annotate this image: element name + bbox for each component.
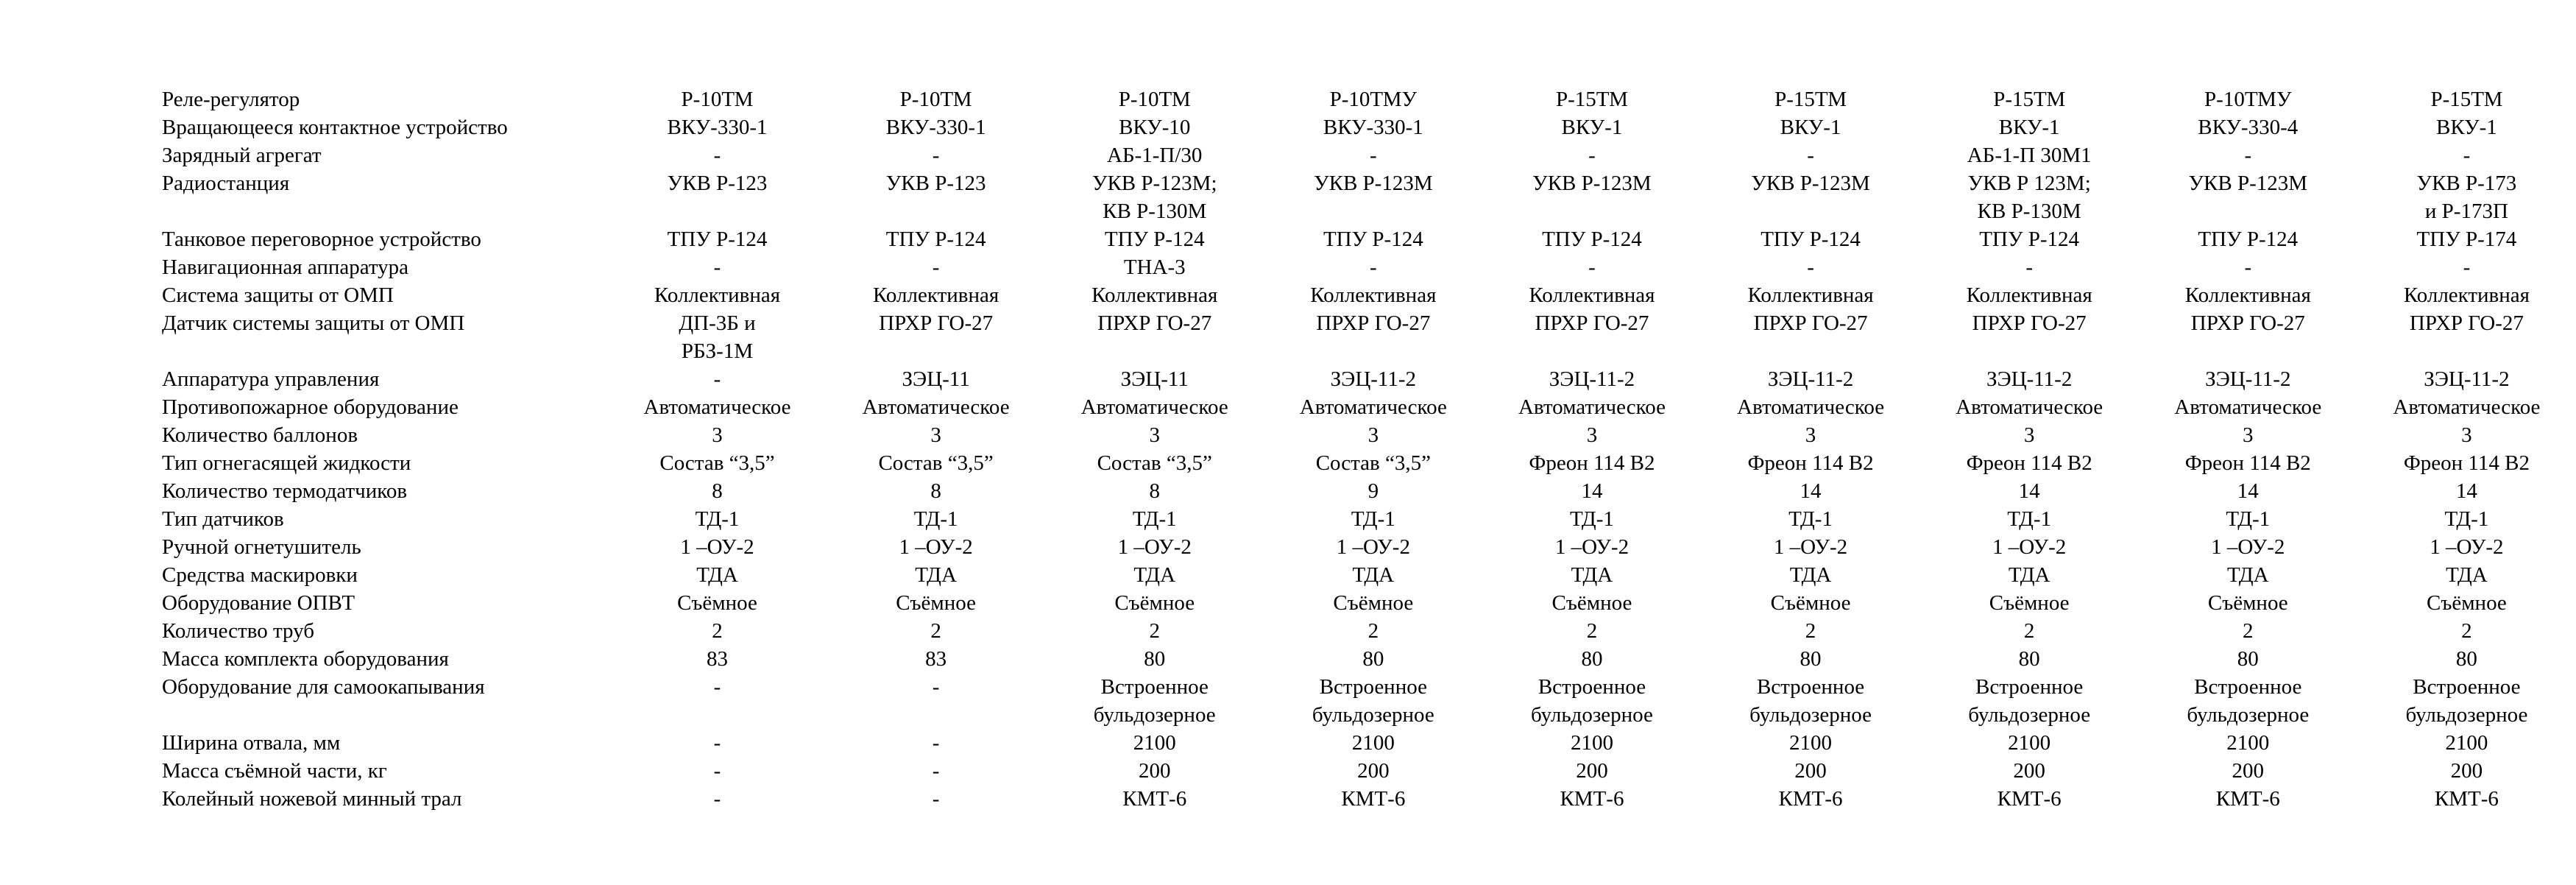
table-cell: 1 –ОУ-2 <box>2430 535 2504 559</box>
table-row <box>162 309 2576 365</box>
table-cell: - <box>713 144 721 167</box>
table-cell: 2 <box>1149 619 1160 643</box>
table-cell: УКВ Р-123М; КВ Р-130М <box>1091 172 1217 223</box>
table-cell: Встроенное бульдозерное <box>2187 675 2310 727</box>
table-cell: ЗЭЦ-11-2 <box>1767 367 1854 391</box>
table-row <box>162 589 2576 617</box>
specifications-table <box>162 85 2576 813</box>
table-cell: - <box>2463 255 2471 279</box>
table-cell: Съёмное <box>896 591 977 615</box>
table-cell: КМТ-6 <box>2215 787 2280 811</box>
table-cell: КМТ-6 <box>1997 787 2062 811</box>
table-cell: 3 <box>1586 423 1598 447</box>
table-row <box>162 505 2576 533</box>
table-cell: КМТ-6 <box>1341 787 1406 811</box>
table-cell: ВКУ-330-1 <box>1323 116 1423 139</box>
table-cell: 2100 <box>1789 731 1833 755</box>
table-row <box>162 85 2576 113</box>
row-label: Оборудование ОПВТ <box>162 591 355 615</box>
table-cell: ВКУ-1 <box>1780 116 1841 139</box>
table-cell: Р-10ТМ <box>1118 88 1191 111</box>
table-row <box>162 225 2576 253</box>
row-label: Масса съёмной части, кг <box>162 759 387 783</box>
table-cell: ТПУ Р-124 <box>667 228 768 251</box>
table-cell: 3 <box>2243 423 2254 447</box>
table-cell: ТПУ Р-124 <box>2198 228 2299 251</box>
row-label: Ручной огнетушитель <box>162 535 361 559</box>
table-cell: ЗЭЦ-11-2 <box>1549 367 1635 391</box>
table-cell: ТДА <box>2008 563 2050 587</box>
table-cell: 14 <box>2018 479 2040 503</box>
table-cell: Съёмное <box>1551 591 1632 615</box>
table-cell: - <box>2244 255 2252 279</box>
table-cell: 2 <box>2461 619 2472 643</box>
table-cell: 14 <box>2455 479 2477 503</box>
table-cell: УКВ Р-123М <box>1314 172 1433 195</box>
table-cell: 1 –ОУ-2 <box>899 535 973 559</box>
table-cell: ТД-1 <box>913 507 958 531</box>
table-cell: Автоматическое <box>1299 395 1447 419</box>
table-cell: ПРХР ГО-27 <box>879 311 994 335</box>
table-cell: - <box>1807 144 1814 167</box>
table-cell: 2 <box>2243 619 2254 643</box>
table-cell: ПРХР ГО-27 <box>1972 311 2087 335</box>
table-cell: 2 <box>1805 619 1816 643</box>
table-cell: УКВ Р-123 <box>885 172 986 195</box>
table-cell: - <box>713 675 721 699</box>
table-cell: 1 –ОУ-2 <box>1992 535 2067 559</box>
table-cell: - <box>1370 144 1377 167</box>
table-cell: ТДА <box>1789 563 1832 587</box>
table-cell: 2100 <box>1133 731 1176 755</box>
table-cell: КМТ-6 <box>2434 787 2499 811</box>
table-cell: Р-10ТМ <box>899 88 972 111</box>
table-cell: Съёмное <box>1989 591 2070 615</box>
table-row <box>162 281 2576 309</box>
table-cell: ПРХР ГО-27 <box>1097 311 1212 335</box>
row-label: Вращающееся контактное устройство <box>162 116 508 139</box>
table-cell: 8 <box>930 479 941 503</box>
row-label: Оборудование для самоокапывания <box>162 675 485 699</box>
table-cell: ЗЭЦ-11-2 <box>2205 367 2291 391</box>
table-cell: ТДА <box>1571 563 1613 587</box>
row-label: Навигационная аппаратура <box>162 255 409 279</box>
row-label: Зарядный агрегат <box>162 144 322 167</box>
table-row <box>162 617 2576 645</box>
row-label: Радиостанция <box>162 172 290 195</box>
table-cell: 3 <box>1149 423 1160 447</box>
table-cell: 83 <box>707 647 728 671</box>
table-cell: ТД-1 <box>1788 507 1833 531</box>
table-cell: 3 <box>2461 423 2472 447</box>
table-cell: ТД-1 <box>2444 507 2489 531</box>
table-row <box>162 757 2576 785</box>
table-cell: - <box>2463 144 2471 167</box>
table-row <box>162 729 2576 757</box>
table-cell: Коллективная <box>1091 283 1218 307</box>
table-cell: - <box>713 787 721 811</box>
table-cell: Автоматическое <box>1956 395 2103 419</box>
table-cell: Р-10ТМУ <box>1329 88 1418 111</box>
table-cell: 2 <box>930 619 941 643</box>
row-label: Колейный ножевой минный трал <box>162 787 462 811</box>
table-cell: Фреон 114 В2 <box>1966 451 2092 475</box>
table-cell: 8 <box>1149 479 1160 503</box>
table-cell: ПРХР ГО-27 <box>1316 311 1431 335</box>
table-cell: ТД-1 <box>1132 507 1177 531</box>
row-label: Масса комплекта оборудования <box>162 647 449 671</box>
table-cell: ДП-3Б и РБЗ-1М <box>679 311 756 363</box>
table-cell: 80 <box>1581 647 1603 671</box>
table-cell: - <box>1588 255 1596 279</box>
table-cell: ПРХР ГО-27 <box>1535 311 1649 335</box>
table-cell: Коллективная <box>2184 283 2311 307</box>
table-cell: Автоматическое <box>1080 395 1228 419</box>
table-cell: ЗЭЦ-11 <box>1120 367 1189 391</box>
table-cell: УКВ Р-173 и Р-173П <box>2416 172 2517 223</box>
table-cell: - <box>932 731 940 755</box>
table-cell: ТНА-3 <box>1123 255 1186 279</box>
table-cell: 80 <box>2018 647 2040 671</box>
table-cell: 2 <box>2023 619 2035 643</box>
table-row <box>162 561 2576 589</box>
table-cell: Фреон 114 В2 <box>1747 451 1874 475</box>
table-cell: ТДА <box>696 563 738 587</box>
table-cell: 8 <box>712 479 723 503</box>
table-cell: 80 <box>2237 647 2259 671</box>
table-cell: Встроенное бульдозерное <box>2405 675 2528 727</box>
row-label: Датчик системы защиты от ОМП <box>162 311 465 335</box>
table-cell: Автоматическое <box>2174 395 2322 419</box>
table-cell: ВКУ-330-1 <box>667 116 768 139</box>
table-cell: ВКУ-330-1 <box>885 116 986 139</box>
table-cell: Коллективная <box>1529 283 1655 307</box>
table-cell: 2100 <box>1351 731 1395 755</box>
table-cell: 2 <box>712 619 723 643</box>
table-row <box>162 365 2576 393</box>
table-cell: ПРХР ГО-27 <box>1753 311 1868 335</box>
table-cell: ТДА <box>1133 563 1176 587</box>
table-cell: 200 <box>2450 759 2483 783</box>
table-cell: АБ-1-П/30 <box>1107 144 1203 167</box>
table-cell: 1 –ОУ-2 <box>680 535 754 559</box>
row-label: Тип датчиков <box>162 507 284 531</box>
table-cell: ТДА <box>2226 563 2269 587</box>
table-cell: - <box>1588 144 1596 167</box>
table-cell: ТПУ Р-124 <box>1761 228 1861 251</box>
table-cell: - <box>713 731 721 755</box>
table-cell: Состав “3,5” <box>659 451 775 475</box>
table-cell: - <box>2025 255 2033 279</box>
table-cell: 2 <box>1586 619 1598 643</box>
table-cell: ПРХР ГО-27 <box>2190 311 2305 335</box>
table-cell: Р-10ТМ <box>681 88 754 111</box>
table-cell: Фреон 114 В2 <box>1529 451 1655 475</box>
table-cell: 2100 <box>2445 731 2488 755</box>
table-row <box>162 169 2576 225</box>
table-cell: Съёмное <box>1333 591 1414 615</box>
table-cell: Коллективная <box>2403 283 2530 307</box>
table-cell: 200 <box>1794 759 1827 783</box>
table-cell: 200 <box>1576 759 1608 783</box>
table-cell: 2 <box>1367 619 1379 643</box>
table-cell: ВКУ-1 <box>1998 116 2060 139</box>
table-cell: 200 <box>1357 759 1390 783</box>
table-cell: 3 <box>712 423 723 447</box>
row-label: Количество термодатчиков <box>162 479 408 503</box>
table-cell: ТД-1 <box>2226 507 2271 531</box>
table-cell: ТД-1 <box>695 507 740 531</box>
table-cell: Р-15ТМ <box>2430 88 2503 111</box>
table-cell: - <box>1370 255 1377 279</box>
table-cell: 80 <box>2455 647 2477 671</box>
table-cell: ВКУ-330-4 <box>2198 116 2299 139</box>
table-cell: Р-10ТМУ <box>2204 88 2292 111</box>
table-cell: Автоматическое <box>2393 395 2541 419</box>
table-cell: 200 <box>2232 759 2265 783</box>
table-cell: - <box>713 367 721 391</box>
table-cell: АБ-1-П 30М1 <box>1967 144 2092 167</box>
table-cell: Коллективная <box>1310 283 1437 307</box>
table-cell: ПРХР ГО-27 <box>2409 311 2524 335</box>
table-cell: ВКУ-1 <box>1561 116 1623 139</box>
table-cell: 2100 <box>2008 731 2051 755</box>
table-cell: - <box>713 255 721 279</box>
table-cell: ТПУ Р-124 <box>885 228 986 251</box>
table-cell: ЗЭЦ-11-2 <box>1330 367 1417 391</box>
table-cell: Состав “3,5” <box>878 451 994 475</box>
table-cell: ТПУ Р-124 <box>1104 228 1205 251</box>
table-cell: ТДА <box>915 563 957 587</box>
table-cell: Автоматическое <box>1737 395 1885 419</box>
table-cell: Р-15ТМ <box>1555 88 1628 111</box>
table-cell: Коллективная <box>1747 283 1874 307</box>
table-cell: Коллективная <box>654 283 781 307</box>
table-cell: 3 <box>2023 423 2035 447</box>
table-cell: - <box>932 675 940 699</box>
table-cell: - <box>932 144 940 167</box>
table-cell: Автоматическое <box>862 395 1010 419</box>
table-row <box>162 449 2576 477</box>
table-cell: Р-15ТМ <box>1993 88 2066 111</box>
table-row <box>162 785 2576 813</box>
table-cell: Коллективная <box>1966 283 2092 307</box>
table-cell: - <box>713 759 721 783</box>
table-cell: ЗЭЦ-11-2 <box>1986 367 2073 391</box>
table-cell: 2100 <box>1570 731 1613 755</box>
table-cell: ТДА <box>1352 563 1395 587</box>
table-cell: Коллективная <box>873 283 999 307</box>
table-cell: Съёмное <box>677 591 757 615</box>
table-cell: - <box>932 759 940 783</box>
table-cell: 3 <box>1805 423 1816 447</box>
row-label: Аппаратура управления <box>162 367 380 391</box>
table-row <box>162 141 2576 169</box>
table-cell: ТДА <box>2446 563 2488 587</box>
table-cell: 3 <box>930 423 941 447</box>
table-cell: КМТ-6 <box>1122 787 1187 811</box>
table-cell: 83 <box>925 647 947 671</box>
row-label: Средства маскировки <box>162 563 358 587</box>
row-label: Количество баллонов <box>162 423 358 447</box>
table-cell: ТД-1 <box>1351 507 1395 531</box>
table-cell: ЗЭЦ-11-2 <box>2424 367 2510 391</box>
table-cell: Состав “3,5” <box>1315 451 1431 475</box>
table-row <box>162 645 2576 673</box>
table-row <box>162 477 2576 505</box>
table-cell: УКВ Р-123М <box>1751 172 1870 195</box>
table-cell: УКВ Р-123М <box>2188 172 2308 195</box>
table-row <box>162 253 2576 281</box>
table-cell: Состав “3,5” <box>1097 451 1212 475</box>
table-cell: 80 <box>1800 647 1822 671</box>
table-cell: 2100 <box>2226 731 2270 755</box>
table-cell: Съёмное <box>2207 591 2288 615</box>
table-row <box>162 393 2576 421</box>
table-cell: ВКУ-10 <box>1119 116 1191 139</box>
table-cell: 14 <box>1581 479 1603 503</box>
row-label: Ширина отвала, мм <box>162 731 341 755</box>
table-cell: ЗЭЦ-11 <box>902 367 970 391</box>
table-cell: 80 <box>1144 647 1166 671</box>
specifications-table-body <box>162 85 2576 813</box>
table-cell: Встроенное бульдозерное <box>1968 675 2091 727</box>
table-cell: ТПУ Р-124 <box>1979 228 2080 251</box>
table-cell: 9 <box>1367 479 1379 503</box>
table-cell: 1 –ОУ-2 <box>2211 535 2285 559</box>
table-cell: УКВ Р-123 <box>667 172 768 195</box>
table-cell: Съёмное <box>2427 591 2507 615</box>
table-cell: - <box>2244 144 2252 167</box>
table-cell: 1 –ОУ-2 <box>1336 535 1410 559</box>
table-cell: УКВ Р-123М <box>1532 172 1652 195</box>
table-cell: - <box>1807 255 1814 279</box>
table-cell: 1 –ОУ-2 <box>1554 535 1630 559</box>
table-cell: 14 <box>1800 479 1822 503</box>
row-label: Танковое переговорное устройство <box>162 228 481 251</box>
row-label: Количество труб <box>162 619 314 643</box>
table-cell: 1 –ОУ-2 <box>1117 535 1192 559</box>
table-cell: Съёмное <box>1770 591 1851 615</box>
table-cell: - <box>932 255 940 279</box>
table-cell: Встроенное бульдозерное <box>1530 675 1653 727</box>
table-cell: Фреон 114 В2 <box>2184 451 2311 475</box>
row-label: Реле-регулятор <box>162 88 300 111</box>
row-label: Система защиты от ОМП <box>162 283 394 307</box>
table-cell: Встроенное бульдозерное <box>1312 675 1434 727</box>
row-label: Противопожарное оборудование <box>162 395 459 419</box>
table-row <box>162 533 2576 561</box>
table-cell: 200 <box>1138 759 1171 783</box>
table-row <box>162 421 2576 449</box>
table-cell: КМТ-6 <box>1778 787 1843 811</box>
table-cell: ТД-1 <box>2007 507 2052 531</box>
table-cell: 3 <box>1367 423 1379 447</box>
table-cell: Р-15ТМ <box>1774 88 1847 111</box>
table-cell: Автоматическое <box>1518 395 1666 419</box>
table-row <box>162 113 2576 141</box>
table-cell: Автоматическое <box>643 395 791 419</box>
table-cell: 1 –ОУ-2 <box>1773 535 1848 559</box>
table-cell: ТД-1 <box>1570 507 1614 531</box>
table-cell: Съёмное <box>1114 591 1195 615</box>
table-cell: 200 <box>2013 759 2045 783</box>
row-label: Тип огнегасящей жидкости <box>162 451 411 475</box>
table-cell: 80 <box>1362 647 1384 671</box>
table-cell: ТПУ Р-124 <box>1542 228 1642 251</box>
table-cell: КМТ-6 <box>1560 787 1624 811</box>
table-cell: ТПУ Р-124 <box>1323 228 1423 251</box>
table-cell: УКВ Р 123М; КВ Р-130М <box>1967 172 2091 223</box>
table-cell: Встроенное бульдозерное <box>1749 675 1872 727</box>
table-cell: ВКУ-1 <box>2436 116 2497 139</box>
table-cell: Встроенное бульдозерное <box>1093 675 1216 727</box>
table-cell: Фреон 114 В2 <box>2403 451 2530 475</box>
table-row <box>162 673 2576 729</box>
table-cell: 14 <box>2237 479 2259 503</box>
table-cell: ТПУ Р-174 <box>2416 228 2517 251</box>
table-cell: - <box>932 787 940 811</box>
